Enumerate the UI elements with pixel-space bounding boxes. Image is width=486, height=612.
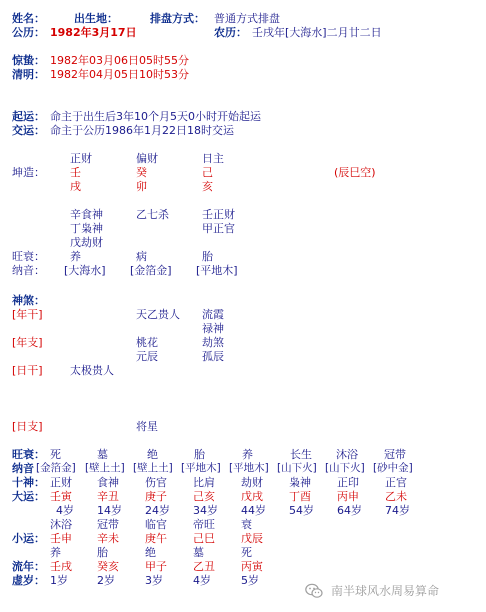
birthplace-label: 出生地：: [74, 12, 118, 25]
lt-xiaoyun-cell: 庚午: [145, 532, 167, 545]
pillar-day-branch: 亥: [202, 180, 213, 193]
jiaoyun-value: 命主于公历1986年1月22日18时交运: [50, 124, 234, 137]
lt-wangshuai-cell: 胎: [194, 448, 205, 461]
method-value: 普通方式排盘: [214, 12, 280, 25]
qiyun-value: 命主于出生后3年10个月5天0小时开始起运: [50, 110, 261, 123]
wangshuai-label: 旺衰：: [12, 250, 45, 263]
lt-xiaoyun-cell: 壬申: [50, 532, 72, 545]
shensha-item: 元辰: [136, 350, 158, 363]
lunar-label: 农历：: [214, 26, 247, 39]
jingzhe-label: 惊蛰：: [12, 54, 45, 67]
lt-shishen-cell: 劫财: [241, 476, 263, 489]
shensha-item: 劫煞: [202, 336, 224, 349]
solar-date: 1982年3月17日: [50, 26, 137, 39]
lt-dayun-cell: 乙未: [385, 490, 407, 503]
lt-nayin-cell: [壁上土]: [85, 462, 125, 474]
lt-liunian-cell: 甲子: [145, 560, 167, 573]
shensha-item: 将星: [136, 420, 158, 433]
lt-liunian-cell: 癸亥: [97, 560, 119, 573]
hidden-year-2: 丁枭神: [70, 222, 103, 235]
lt-xiaoyun-state: 墓: [193, 546, 204, 559]
lt-nayin-cell: [砂中金]: [373, 462, 413, 474]
watermark-text: 南半球风水周易算命: [331, 583, 440, 598]
lt-state-cell: 沐浴: [50, 518, 72, 531]
lt-age-cell: 4岁: [56, 504, 74, 517]
name-label: 姓名：: [12, 12, 45, 25]
lunar-date: 壬戌年[大海水]二月廿二日: [252, 26, 382, 39]
solar-label: 公历：: [12, 26, 45, 39]
lt-state-cell: 冠带: [97, 518, 119, 531]
lt-state-cell: 衰: [241, 518, 252, 531]
void-note: (辰巳空): [334, 166, 376, 179]
nayin-day: [平地木]: [196, 264, 238, 277]
shensha-item: 禄神: [202, 322, 224, 335]
pillar-month-stem: 癸: [136, 166, 147, 179]
pillar-year-god: 正财: [70, 152, 92, 165]
lt-shishen-cell: 正官: [385, 476, 407, 489]
shensha-row-label: [年支]: [12, 336, 43, 349]
lt-liunian-cell: 壬戌: [50, 560, 72, 573]
lt-dayun-cell: 辛丑: [97, 490, 119, 503]
lt-shishen-label: 十神：: [12, 476, 45, 489]
lt-xiaoyun-cell: 辛未: [97, 532, 119, 545]
pillar-year-branch: 戌: [70, 180, 81, 193]
shensha-row-label: [日支]: [12, 420, 43, 433]
jiaoyun-label: 交运：: [12, 124, 45, 137]
pillar-year-stem: 壬: [70, 166, 81, 179]
lt-wangshuai-cell: 长生: [290, 448, 312, 461]
state-year: 养: [70, 250, 81, 263]
lt-age-cell: 64岁: [337, 504, 362, 517]
pillar-month-god: 偏财: [136, 152, 158, 165]
lt-xusui-cell: 5岁: [241, 574, 259, 587]
state-day: 胎: [202, 250, 213, 263]
lt-xiaoyun-state: 绝: [145, 546, 156, 559]
state-month: 病: [136, 250, 147, 263]
lt-dayun-cell: 丙申: [337, 490, 359, 503]
lt-age-cell: 34岁: [193, 504, 218, 517]
hidden-day-2: 甲正官: [202, 222, 235, 235]
shensha-title: 神煞：: [12, 294, 45, 307]
lt-xiaoyun-cell: 戊辰: [241, 532, 263, 545]
jingzhe-value: 1982年03月06日05时55分: [50, 54, 189, 67]
qiyun-label: 起运：: [12, 110, 45, 123]
lt-xiaoyun-state: 养: [50, 546, 61, 559]
nayin-year: [大海水]: [64, 264, 106, 277]
lt-wangshuai-cell: 冠带: [384, 448, 406, 461]
qingming-value: 1982年04月05日10时53分: [50, 68, 189, 81]
lt-state-cell: 临官: [145, 518, 167, 531]
lt-shishen-cell: 枭神: [289, 476, 311, 489]
lt-nayin-cell: [平地木]: [229, 462, 269, 474]
lt-dayun-cell: 己亥: [193, 490, 215, 503]
lt-wangshuai-cell: 沐浴: [336, 448, 358, 461]
lt-dayun-cell: 戊戌: [241, 490, 263, 503]
lt-shishen-cell: 比肩: [193, 476, 215, 489]
lt-xusui-label: 虚岁：: [12, 574, 45, 587]
lt-shishen-cell: 正财: [50, 476, 72, 489]
lt-shishen-cell: 食神: [97, 476, 119, 489]
lt-xiaoyun-label: 小运：: [12, 532, 45, 545]
lt-shishen-cell: 伤官: [145, 476, 167, 489]
lt-nayin-cell: [壁上土]: [133, 462, 173, 474]
lt-wangshuai-cell: 墓: [97, 448, 108, 461]
lt-age-cell: 14岁: [97, 504, 122, 517]
kunzao-label: 坤造：: [12, 166, 45, 179]
wechat-icon: [305, 583, 323, 599]
shensha-item: 太极贵人: [70, 364, 114, 377]
pillar-day-stem: 己: [202, 166, 213, 179]
pillar-day-god: 日主: [202, 152, 224, 165]
lt-nayin-cell: [山下火]: [277, 462, 317, 474]
lt-nayin-cell: [山下火]: [325, 462, 365, 474]
shensha-item: 天乙贵人: [136, 308, 180, 321]
nayin-month: [金箔金]: [130, 264, 172, 277]
lt-liunian-cell: 丙寅: [241, 560, 263, 573]
lt-state-cell: 帝旺: [193, 518, 215, 531]
qingming-label: 清明：: [12, 68, 45, 81]
lt-wangshuai-cell: 养: [242, 448, 253, 461]
lt-xiaoyun-cell: 己巳: [193, 532, 215, 545]
nayin-label: 纳音：: [12, 264, 45, 277]
lt-xiaoyun-state: 死: [241, 546, 252, 559]
lt-xusui-cell: 1岁: [50, 574, 68, 587]
lt-shishen-cell: 正印: [337, 476, 359, 489]
shensha-item: 孤辰: [202, 350, 224, 363]
hidden-day-1: 壬正财: [202, 208, 235, 221]
method-label: 排盘方式：: [150, 12, 205, 25]
lt-age-cell: 24岁: [145, 504, 170, 517]
lt-dayun-label: 大运：: [12, 490, 45, 503]
lt-nayin-cell: [金箔金]: [36, 462, 76, 474]
hidden-month-1: 乙七杀: [136, 208, 169, 221]
lt-xiaoyun-state: 胎: [97, 546, 108, 559]
shensha-row-label: [日干]: [12, 364, 43, 377]
lt-dayun-cell: 丁酉: [289, 490, 311, 503]
hidden-year-3: 戊劫财: [70, 236, 103, 249]
lt-liunian-label: 流年：: [12, 560, 45, 573]
lt-dayun-cell: 庚子: [145, 490, 167, 503]
lt-xusui-cell: 2岁: [97, 574, 115, 587]
lt-age-cell: 74岁: [385, 504, 410, 517]
lt-wangshuai-label: 旺衰：: [12, 448, 45, 461]
lt-xusui-cell: 4岁: [193, 574, 211, 587]
lt-xusui-cell: 3岁: [145, 574, 163, 587]
lt-age-cell: 44岁: [241, 504, 266, 517]
shensha-item: 流霞: [202, 308, 224, 321]
lt-wangshuai-cell: 绝: [147, 448, 158, 461]
lt-liunian-cell: 乙丑: [193, 560, 215, 573]
watermark: [305, 583, 439, 599]
shensha-item: 桃花: [136, 336, 158, 349]
lt-nayin-cell: [平地木]: [181, 462, 221, 474]
lt-wangshuai-cell: 死: [50, 448, 61, 461]
hidden-year-1: 辛食神: [70, 208, 103, 221]
lt-age-cell: 54岁: [289, 504, 314, 517]
pillar-month-branch: 卯: [136, 180, 147, 193]
lt-nayin-label: 纳音: [12, 462, 34, 475]
shensha-row-label: [年干]: [12, 308, 43, 321]
lt-dayun-cell: 壬寅: [50, 490, 72, 503]
